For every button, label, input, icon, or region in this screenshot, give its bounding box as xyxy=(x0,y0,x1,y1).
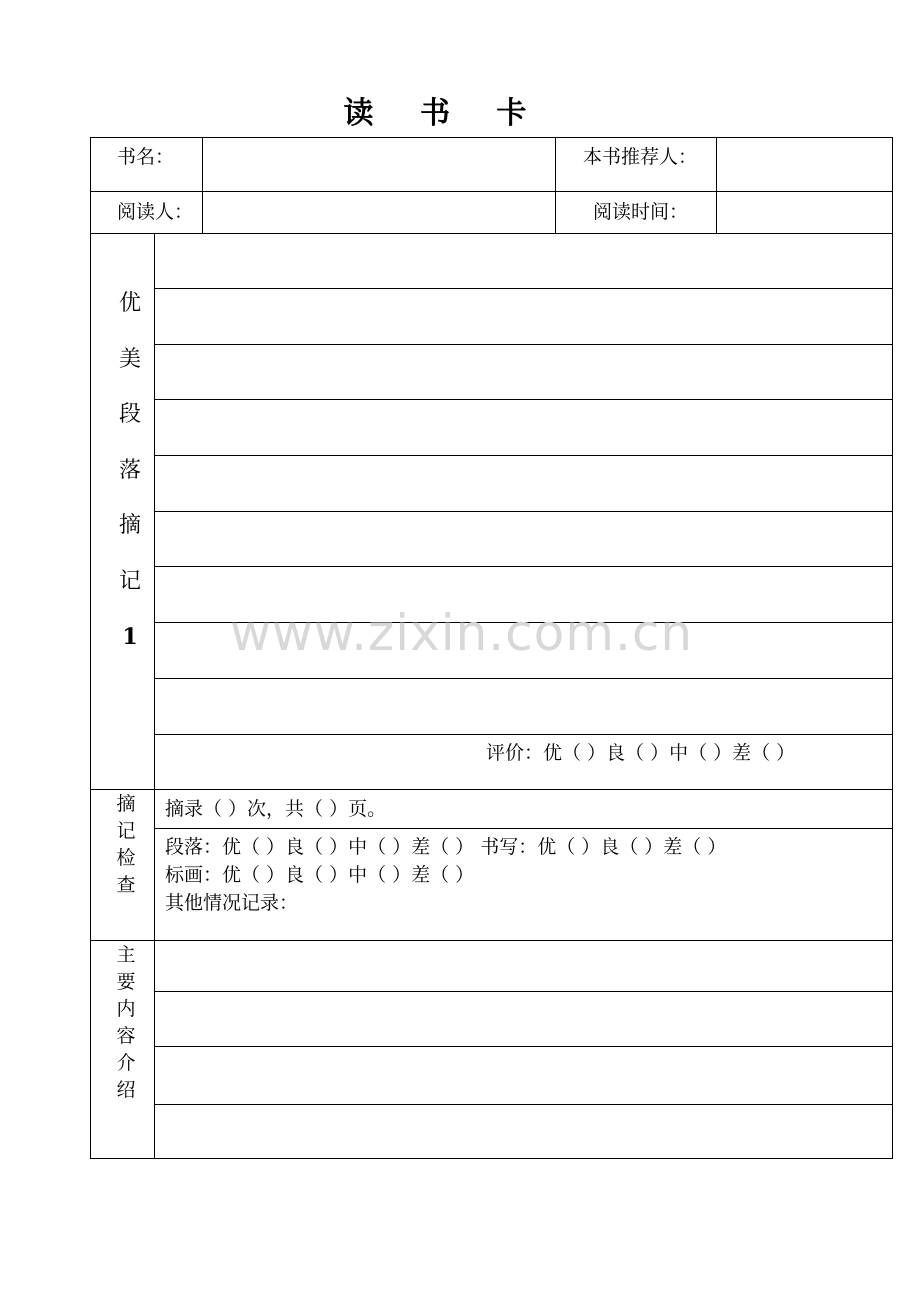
header-col-divider-3 xyxy=(716,137,717,233)
summary-side-label xyxy=(94,942,158,1104)
check-bottom-border xyxy=(90,940,893,941)
summary-side-char: 介 xyxy=(116,1052,136,1074)
excerpt-rule-3 xyxy=(154,399,893,400)
summary-side-char: 容 xyxy=(116,1025,136,1047)
summary-side-char: 要 xyxy=(116,971,136,993)
excerpt-rule-4 xyxy=(154,455,893,456)
excerpt-side-char: 1 xyxy=(122,623,138,650)
excerpt-rule-9 xyxy=(154,734,893,735)
site-watermark: www.zixin.com.cn xyxy=(230,604,694,662)
check-other-notes-line: 其他情况记录： xyxy=(165,892,299,914)
check-paragraph-rating-line: 段落：优（ ）良（ ）中（ ）差（ ） 书写：优（ ）良（ ）差（ ） xyxy=(165,836,727,858)
excerpt-side-label xyxy=(98,276,162,665)
excerpt-side-char: 摘 xyxy=(118,513,141,539)
check-excerpt-count-line: 摘录（ ）次，共（ ）页。 xyxy=(165,798,387,820)
reader-label: 阅读人： xyxy=(117,201,194,223)
header-bottom-border xyxy=(90,233,893,234)
book-name-label: 书名： xyxy=(117,146,175,168)
excerpt-rule-2 xyxy=(154,344,893,345)
check-top-border xyxy=(90,789,893,790)
check-side-label xyxy=(94,791,158,899)
excerpt-rule-1 xyxy=(154,288,893,289)
excerpt-side-char: 落 xyxy=(118,457,141,483)
check-side-char: 查 xyxy=(116,874,136,896)
summary-side-char: 绍 xyxy=(116,1079,136,1101)
excerpt-rule-5 xyxy=(154,511,893,512)
summary-rule-1 xyxy=(154,991,893,992)
summary-rule-2 xyxy=(154,1046,893,1047)
header-col-divider-1 xyxy=(202,137,203,233)
check-row-divider xyxy=(154,828,893,829)
excerpt-rule-6 xyxy=(154,566,893,567)
excerpt-side-char: 记 xyxy=(118,568,141,594)
check-side-char: 记 xyxy=(116,820,136,842)
excerpt-side-char: 优 xyxy=(118,291,141,316)
summary-side-char: 内 xyxy=(116,998,136,1020)
page-title: 读 书 卡 xyxy=(343,96,545,131)
excerpt-side-char: 美 xyxy=(118,346,141,372)
summary-rule-3 xyxy=(154,1104,893,1105)
header-col-divider-2 xyxy=(555,137,556,233)
excerpt-rating-line: 评价：优（ ）良（ ）中（ ）差（ ） xyxy=(486,742,796,764)
check-side-char: 检 xyxy=(116,847,136,869)
summary-side-char: 主 xyxy=(116,944,136,966)
excerpt-rule-8 xyxy=(154,678,893,679)
check-side-char: 摘 xyxy=(116,793,136,815)
reading-time-label: 阅读时间： xyxy=(593,201,689,223)
check-marking-rating-line: 标画：优（ ）良（ ）中（ ）差（ ） xyxy=(165,864,475,886)
header-row-divider xyxy=(90,191,893,192)
recommender-label: 本书推荐人： xyxy=(583,146,698,168)
excerpt-side-char: 段 xyxy=(118,402,141,428)
